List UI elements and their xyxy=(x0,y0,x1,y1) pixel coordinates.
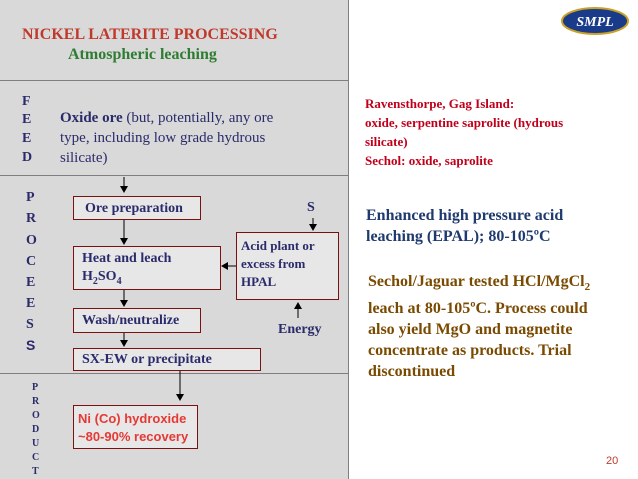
slide-title: NICKEL LATERITE PROCESSING xyxy=(22,26,278,43)
product-letter: C xyxy=(32,452,40,463)
product-letter: R xyxy=(32,396,40,407)
epal-line2: leaching (EPAL); 80-105ºC xyxy=(366,228,551,245)
product-box xyxy=(73,405,198,449)
h2so4-label: $H_2SO_4$ xyxy=(82,269,122,287)
product-line1: Ni (Co) hydroxide xyxy=(78,411,187,426)
sechol-line2: leach at 80-105ºC. Process could xyxy=(368,300,588,318)
process-letter: S xyxy=(26,317,34,332)
acid-plant-line2: excess from xyxy=(241,256,306,271)
product-line2: ~80-90% recovery xyxy=(78,429,189,444)
process-letter: E xyxy=(26,296,36,311)
feed-letter: E xyxy=(22,131,32,146)
process-letter: R xyxy=(26,211,37,226)
sechol-line4: concentrate as products. Trial xyxy=(368,342,572,360)
feed-line1-rest: (but, potentially, any ore xyxy=(122,110,274,126)
process-letter: C xyxy=(26,254,37,269)
process-letter: E xyxy=(26,275,36,290)
deposits-line3: silicate) xyxy=(365,134,408,149)
acid-plant-box xyxy=(236,232,339,300)
heat-leach-label: Heat and leach xyxy=(82,251,172,266)
acid-plant-line1: Acid plant or xyxy=(241,238,315,253)
svg-text:SMPL: SMPL xyxy=(576,15,614,30)
product-letter: T xyxy=(32,466,39,477)
feed-line3: silicate) xyxy=(60,150,108,166)
feed-line2: type, including low grade hydrous xyxy=(60,130,266,146)
deposits-line1: Ravensthorpe, Gag Island: xyxy=(365,96,515,111)
heat-leach-box xyxy=(73,246,221,290)
deposits-note xyxy=(365,94,563,170)
product-letter: U xyxy=(32,438,40,449)
sechol-jaguar-note xyxy=(368,271,590,382)
sxew-label: SX-EW or precipitate xyxy=(82,352,212,367)
sechol-line3: also yield MgO and magnetite xyxy=(368,321,573,339)
sxew-box xyxy=(73,348,261,371)
ore-preparation-box xyxy=(73,196,201,220)
page-number: 20 xyxy=(606,455,619,467)
feed-letter: D xyxy=(22,150,33,165)
feed-letter: F xyxy=(22,94,31,109)
feed-oxide-ore: Oxide ore xyxy=(60,110,123,126)
energy-label: Energy xyxy=(278,322,322,337)
wash-neutralize-box xyxy=(73,308,201,333)
product-letter: D xyxy=(32,424,40,435)
process-letter: S xyxy=(26,337,36,353)
sechol-line5: discontinued xyxy=(368,363,456,381)
deposits-line4: Sechol: oxide, saprolite xyxy=(365,153,493,168)
product-letter: P xyxy=(32,382,39,393)
product-letter: O xyxy=(32,410,40,421)
feed-letter: E xyxy=(22,112,32,127)
acid-plant-line3: HPAL xyxy=(241,274,277,289)
ore-preparation-label: Ore preparation xyxy=(85,201,183,216)
wash-neutralize-label: Wash/neutralize xyxy=(82,313,180,328)
sechol-line1: Sechol/Jaguar tested HCl/MgCl$_2$ xyxy=(368,273,591,294)
deposits-line2: oxide, serpentine saprolite (hydrous xyxy=(365,115,564,130)
epal-line1: Enhanced high pressure acid xyxy=(366,207,564,224)
process-letter: P xyxy=(26,190,35,205)
epal-note xyxy=(366,205,563,247)
process-letter: O xyxy=(26,233,37,248)
slide-subtitle: Atmospheric leaching xyxy=(68,46,217,63)
sulfur-label: S xyxy=(307,200,315,215)
